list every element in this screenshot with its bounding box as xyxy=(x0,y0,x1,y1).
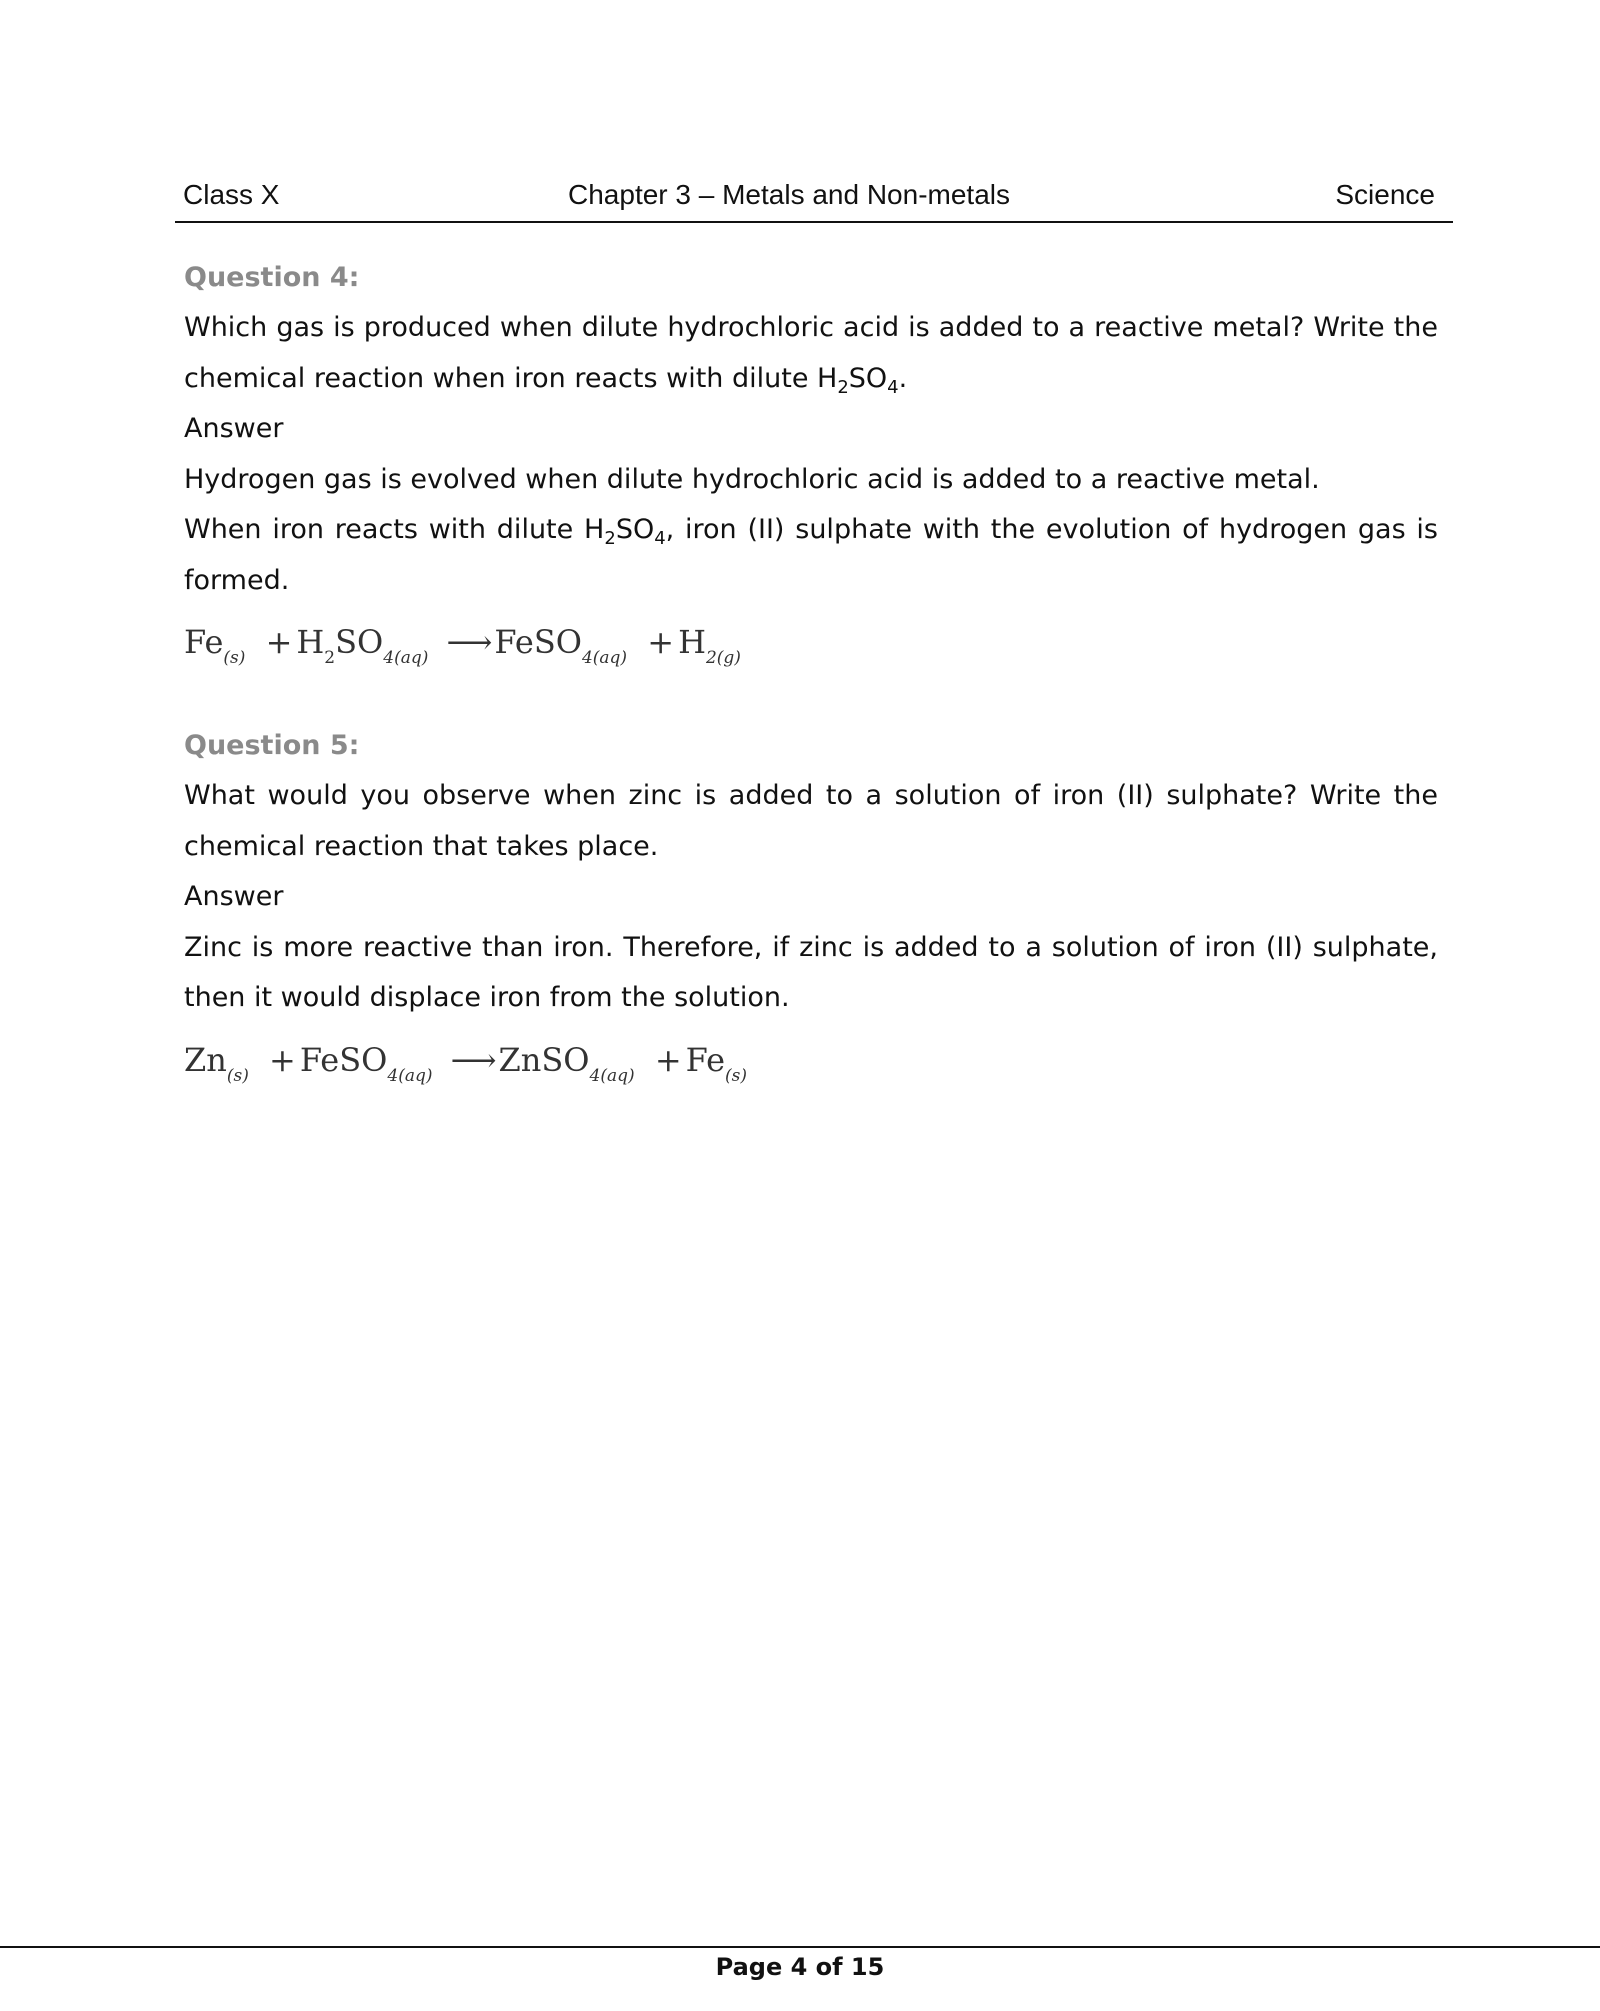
question-5-equation: $Zn_{(s)}$ + FeSO$_{4(aq)}$ ⟶ZnSO$_{4(aq)}$ + $Fe_{(s)}$ xyxy=(184,1030,1438,1090)
question-5-text: What would you observe when zinc is added to a solution of iron (II) sulphate? Write the chemical reaction that takes place. xyxy=(184,780,1438,862)
question-4-answer-line-2: When iron reacts with dilute $H_2SO_4$, iron (II) sulphate with the evolution of hydrogen gas is formed. xyxy=(184,514,1438,596)
header-class: Class X xyxy=(183,179,280,210)
footer-divider xyxy=(0,1946,1600,1948)
header-divider xyxy=(175,221,1453,223)
header-chapter: Chapter 3 – Metals and Non-metals xyxy=(568,179,1010,210)
question-4-text: Which gas is produced when dilute hydrochloric acid is added to a reactive metal? Write the chemical reaction when iron reacts with dilute $H_2SO_4$. xyxy=(184,312,1438,398)
question-4-equation: $Fe_{(s)} + H_2SO_{4(aq)}$ ⟶FeSO$_{4(aq)}$ + $H_{2(g)}$ xyxy=(184,612,1438,672)
header-subject: Science xyxy=(1335,179,1435,210)
page-content xyxy=(184,253,1438,1090)
question-4-answer-line-1: Hydrogen gas is evolved when dilute hydrochloric acid is added to a reactive metal. xyxy=(184,463,1320,495)
question-5-heading: Question 5: xyxy=(184,730,360,761)
reaction-arrow-icon: ⟶ xyxy=(450,1040,497,1079)
question-4-heading: Question 4: xyxy=(184,262,360,293)
page-header xyxy=(175,179,1453,219)
question-5-answer-label: Answer xyxy=(184,881,284,912)
reaction-arrow-icon: ⟶ xyxy=(446,623,493,661)
page-number: Page 4 of 15 xyxy=(715,1953,885,1981)
question-4-answer-label: Answer xyxy=(184,413,284,444)
question-5-answer: Zinc is more reactive than iron. Therefore, if zinc is added to a solution of iron (II) sulphate, then it would displace iron from the solution. xyxy=(184,931,1438,1013)
